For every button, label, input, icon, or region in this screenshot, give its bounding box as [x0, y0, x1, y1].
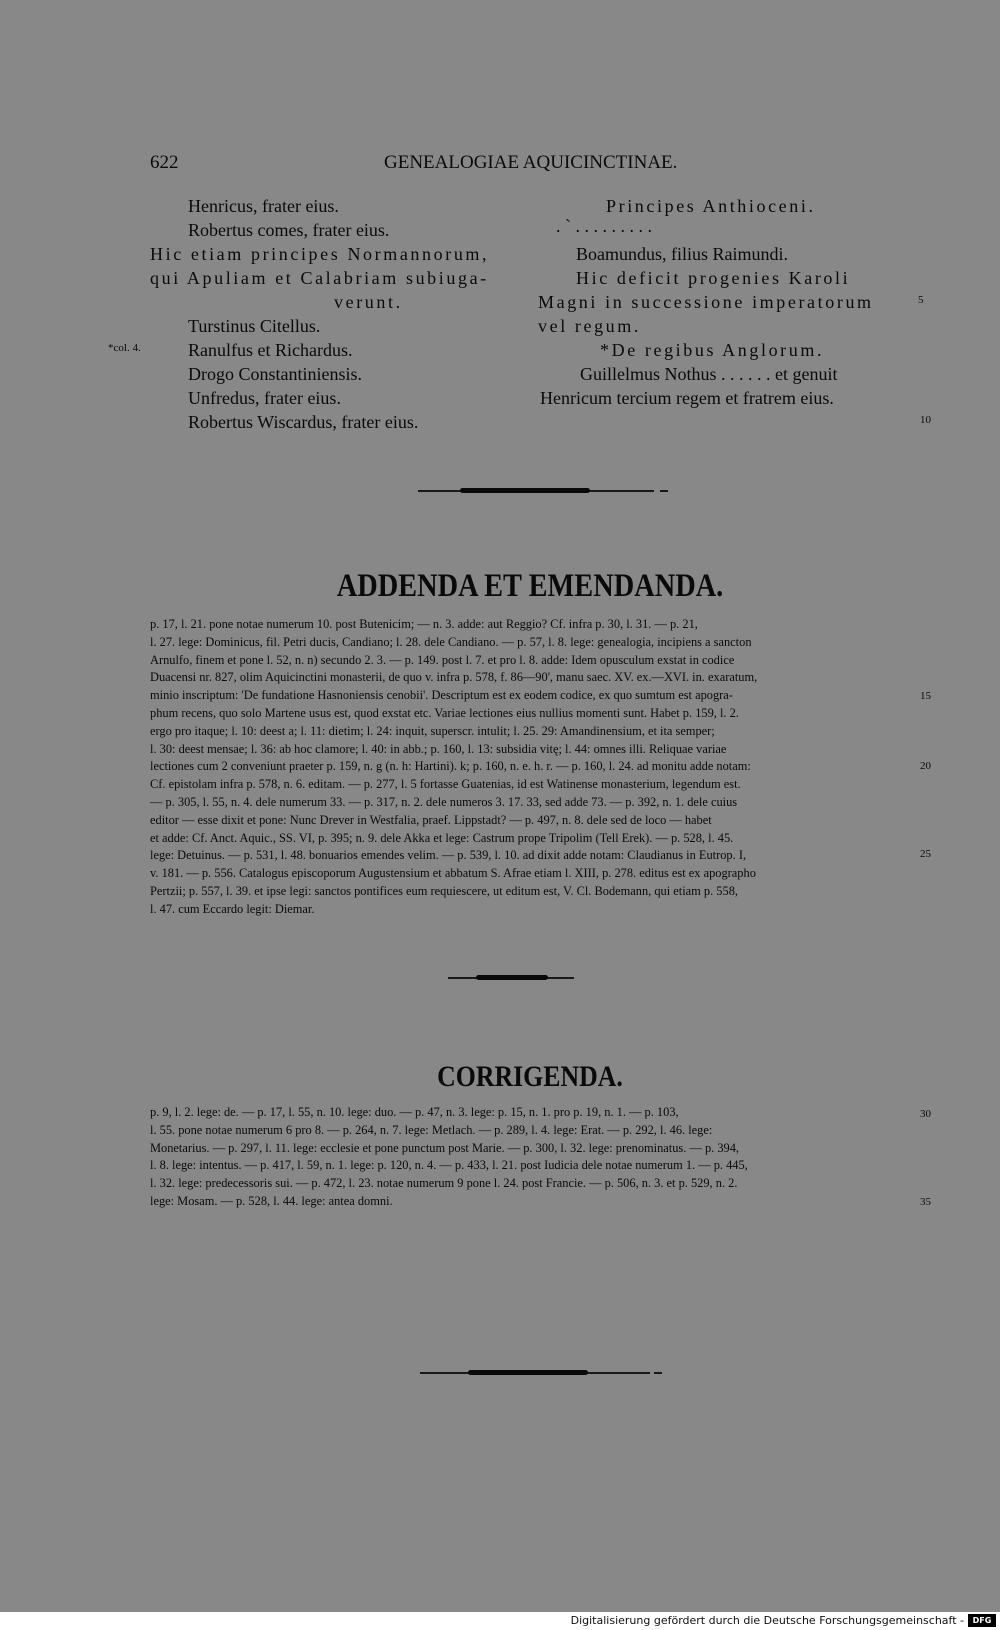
addenda-line: et adde: Cf. Anct. Aquic., SS. VI, p. 395; n. 9. dele Akka et lege: Castrum prope Tripolim (Tell Erek). — p. 528, l. 45.	[150, 830, 734, 845]
left-line-4: qui Apuliam et Calabriam subiuga-	[150, 268, 489, 288]
right-line-5: Magni in successione imperatorum	[538, 292, 874, 312]
right-line-4: Hic deficit progenies Karoli	[576, 268, 851, 288]
line-number-20: 20	[920, 760, 931, 772]
addenda-line: lectiones cum 2 conveniunt praeter p. 159, n. g (n. h: Hartini). k; p. 160, n. e. h. r. — p. 160, l. 24. ad monitu adde notam:	[150, 759, 751, 774]
addenda-text	[150, 616, 912, 919]
corrigenda-line: l. 32. lege: predecessoris sui. — p. 472, l. 23. notae numerum 9 pone l. 24. post Francie. — p. 506, n. 3. et p. 529, n. 2.	[150, 1176, 738, 1191]
margin-note: *col. 4.	[108, 342, 141, 354]
addenda-line: editor — esse dixit et pone: Nunc Drever in Westfalia, praef. Lippstadt? — p. 497, n. 8. dele sed de loco — habet	[150, 812, 712, 827]
right-line-3: Boamundus, filius Raimundi.	[576, 244, 789, 264]
left-line-10: Robertus Wiscardus, frater eius.	[188, 412, 419, 432]
corrigenda-line: Monetarius. — p. 297, l. 11. lege: ecclesie et pone punctum post Marie. — p. 300, l. 32. lege: prenominatus. — p. 394,	[150, 1140, 740, 1155]
addenda-title: ADDENDA ET EMENDANDA.	[336, 568, 724, 604]
addenda-line: l. 47. cum Eccardo legit: Diemar.	[150, 901, 315, 916]
right-line-7: *De regibus Anglorum.	[600, 340, 825, 360]
left-line-7: Ranulfus et Richardus.	[188, 340, 353, 360]
corrigenda-text	[150, 1104, 912, 1211]
ornament-rule-thick	[476, 975, 548, 980]
addenda-line: Cf. epistolam infra p. 578, n. 6. editam. — p. 277, l. 5 fortasse Guatenias, id est Watinense monasterium, legendum est.	[150, 777, 741, 792]
corrigenda-line: p. 9, l. 2. lege: de. — p. 17, l. 55, n. 10. lege: duo. — p. 47, n. 3. lege: p. 15, n. 1. pro p. 19, n. 1. — p. 103,	[150, 1105, 679, 1119]
left-line-6: Turstinus Citellus.	[188, 316, 321, 336]
addenda-line: l. 30: deest mensae; l. 36: ab hoc clamore; l. 40: in abb.; p. 160, l. 13: subsidia vitę; l. 44: omnes illi. Reliquae variae	[150, 741, 727, 756]
left-line-2: Robertus comes, frater eius.	[188, 220, 390, 240]
right-line-6: vel regum.	[538, 316, 641, 336]
addenda-line: phum recens, quo solo Martene usus est, quod exstat etc. Variae lectiones eius nullius momenti sunt. Habet p. 159, l. 2.	[150, 705, 739, 720]
ornament-rule-tick	[660, 490, 668, 492]
line-number-15: 15	[920, 690, 931, 702]
addenda-line: Arnulfo, finem et pone l. 52, n. n) secundo 2. 3. — p. 149. post l. 7. et pro l. 8. adde: Idem opusculum exstat in codice	[150, 652, 735, 667]
line-number-5: 5	[918, 294, 924, 306]
left-line-5: verunt.	[334, 292, 403, 312]
ornament-rule-thick	[460, 488, 590, 493]
addenda-line: Pertzii; p. 557, l. 39. et ipse legi: sanctos pontifices eum requiescere, ut editum est, V. Cl. Bodemann, qui etiam p. 558,	[150, 883, 738, 898]
left-line-9: Unfredus, frater eius.	[188, 388, 341, 408]
page-number: 622	[150, 152, 179, 173]
funding-credit: Digitalisierung gefördert durch die Deutsche Forschungsgemeinschaft -	[570, 1614, 964, 1627]
footer-bar	[0, 1612, 1000, 1630]
ornament-rule-thick	[468, 1370, 588, 1375]
corrigenda-line: l. 8. lege: intentus. — p. 417, l. 59, n. 1. lege: p. 120, n. 4. — p. 433, l. 21. post Iudicia dele notae numerum 1. — p. 445,	[150, 1158, 748, 1173]
right-line-9: Henricum tercium regem et fratrem eius.	[540, 388, 834, 408]
ornament-rule-tick	[654, 1372, 662, 1374]
addenda-line: minio inscriptum: 'De fundatione Hasnoniensis cenobii'. Descriptum est ex eodem codice, ex quo sumtum est apogra-	[150, 688, 733, 703]
running-title: GENEALOGIAE AQUICINCTINAE.	[384, 152, 678, 173]
line-number-30: 30	[920, 1108, 931, 1120]
right-line-8: Guillelmus Nothus . . . . . . et genuit	[580, 364, 838, 384]
corrigenda-line: lege: Mosam. — p. 528, l. 44. lege: antea domni.	[150, 1193, 393, 1208]
line-number-25: 25	[920, 848, 931, 860]
line-number-35: 35	[920, 1196, 931, 1208]
corrigenda-title: CORRIGENDA.	[437, 1060, 623, 1093]
line-number-10: 10	[920, 414, 931, 426]
addenda-line: Duacensi nr. 827, olim Aquicinctini monasterii, de quo v. infra p. 578, f. 86—90', manu saec. XV. ex.—XVI. in. exaratum,	[150, 670, 758, 685]
addenda-line: ergo pro itaque; l. 10: deest a; l. 11: dietim; l. 24: inquit, superscr. intulit; l. 25. 29: Amandinensium, et ita semper;	[150, 723, 715, 738]
corrigenda-line: l. 55. pone notae numerum 6 pro 8. — p. 264, n. 7. lege: Metlach. — p. 289, l. 4. lege: Erat. — p. 292, l. 46. lege:	[150, 1122, 713, 1137]
addenda-line: — p. 305, l. 55, n. 4. dele numerum 33. — p. 317, n. 2. dele numeros 3. 17. 33, sed adde 73. — p. 392, n. 1. dele cuius	[150, 794, 738, 809]
left-line-3: Hic etiam principes Normannorum,	[150, 244, 490, 264]
addenda-line: v. 181. — p. 556. Catalogus episcoporum Augustensium et abbatum S. Afrae etiam l. XIII, p. 278. editus est ex apographo	[150, 866, 756, 881]
right-line-2: . ` . . . . . . . . .	[556, 216, 652, 236]
addenda-line: lege: Detuinus. — p. 531, l. 48. bonuarios emendes velim. — p. 539, l. 10. ad dixit adde notam: Claudianus in Eutrop. I,	[150, 848, 747, 863]
right-line-1: Principes Anthioceni.	[606, 196, 816, 216]
left-line-1: Henricus, frater eius.	[188, 196, 339, 216]
dfg-logo: DFG	[968, 1614, 996, 1627]
addenda-line: l. 27. lege: Dominicus, fil. Petri ducis, Candiano; l. 28. dele Candiano. — p. 57, l. 8. lege: genealogia, incipiens a sancton	[150, 634, 752, 649]
addenda-line: p. 17, l. 21. pone notae numerum 10. post Butenicim; — n. 3. adde: aut Reggio? Cf. infra p. 30, l. 31. — p. 21,	[150, 617, 698, 631]
left-line-8: Drogo Constantiniensis.	[188, 364, 362, 384]
